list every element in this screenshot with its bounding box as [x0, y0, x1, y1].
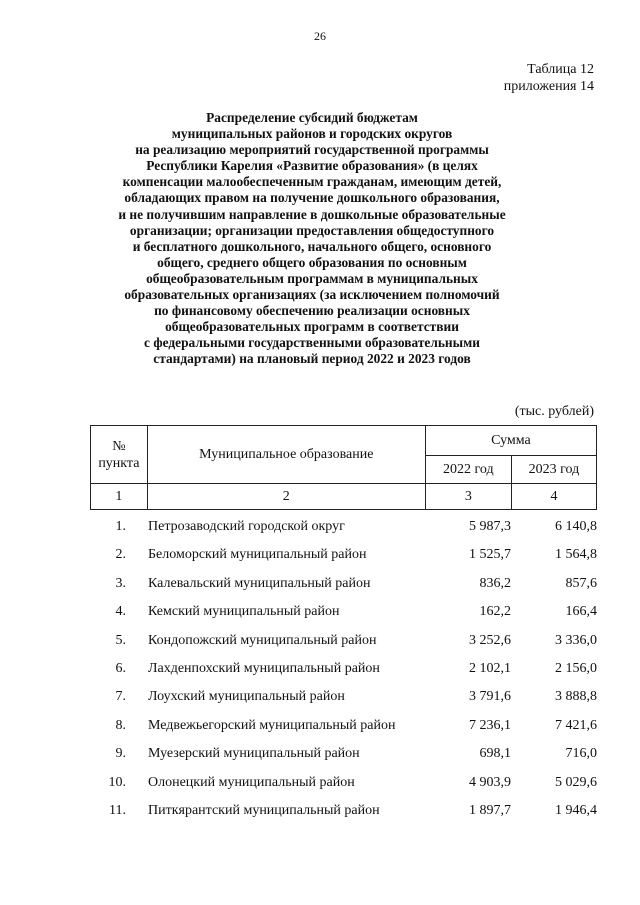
row-value-2023: 166,4	[565, 604, 597, 620]
row-value-2023: 716,0	[565, 746, 597, 762]
row-value-2022: 4 903,9	[469, 774, 511, 790]
header-year-2023: 2023 год	[511, 456, 596, 484]
header-num	[91, 426, 148, 484]
row-municipality: Калевальский муниципальный район	[148, 575, 371, 591]
table-row	[90, 769, 597, 797]
table-body	[90, 513, 597, 825]
row-number: 6.	[115, 660, 126, 676]
row-value-2022: 5 987,3	[469, 519, 511, 534]
row-value-2023: 1 564,8	[555, 547, 597, 563]
column-number: 2	[147, 484, 425, 510]
row-value-2022: 698,1	[479, 746, 511, 762]
title-line: образовательных организациях (за исключением полномочий	[124, 287, 500, 303]
table-row	[90, 513, 597, 541]
title-line: общеобразовательным программам в муниципальных	[146, 270, 478, 286]
table-row	[90, 541, 597, 569]
title-line: с федеральными государственными образовательными	[144, 335, 480, 351]
row-number: 10.	[108, 774, 126, 790]
header-num-line: №	[112, 438, 126, 454]
row-municipality: Лоухский муниципальный район	[148, 689, 345, 705]
column-number: 4	[511, 484, 596, 510]
header-sum: Сумма	[425, 426, 596, 456]
row-value-2022: 836,2	[479, 575, 511, 591]
row-municipality: Беломорский муниципальный район	[148, 547, 367, 563]
row-value-2023: 2 156,0	[555, 660, 597, 676]
page-number: 26	[314, 29, 326, 43]
row-municipality: Петрозаводский городской округ	[148, 519, 345, 534]
row-value-2022: 3 791,6	[469, 689, 511, 705]
title-line: компенсации малообеспеченным гражданам, имеющим детей,	[122, 174, 502, 190]
title-line: и не получившим направление в дошкольные образовательные	[118, 206, 506, 222]
row-value-2022: 3 252,6	[469, 632, 511, 648]
row-number: 4.	[115, 604, 126, 620]
row-municipality: Муезерский муниципальный район	[148, 746, 360, 762]
table-header	[90, 425, 597, 510]
table-row	[90, 598, 597, 626]
row-municipality: Кемский муниципальный район	[148, 604, 340, 620]
table-row	[90, 683, 597, 711]
row-value-2023: 3 888,8	[555, 689, 597, 705]
row-value-2022: 162,2	[479, 604, 511, 620]
row-number: 11.	[109, 802, 126, 818]
title-line: общего, среднего общего образования по основным	[157, 254, 467, 270]
row-number: 3.	[115, 575, 126, 591]
table-reference-line: приложения 14	[503, 79, 594, 94]
row-number: 9.	[115, 746, 126, 762]
row-value-2022: 1 897,7	[469, 802, 511, 818]
document-title	[70, 110, 554, 368]
title-line: обладающих правом на получение дошкольного образования,	[124, 190, 500, 206]
table-reference-line: Таблица 12	[527, 62, 594, 77]
row-number: 5.	[115, 632, 126, 648]
column-number: 1	[91, 484, 148, 510]
title-line: Республики Карелия «Развитие образования» (в целях	[146, 158, 478, 174]
row-value-2023: 7 421,6	[555, 717, 597, 733]
row-number: 7.	[115, 689, 126, 705]
row-value-2023: 857,6	[565, 575, 597, 591]
column-number: 3	[425, 484, 511, 510]
title-line: общеобразовательных программ в соответствии	[165, 319, 459, 335]
table-row	[90, 570, 597, 598]
title-line: Распределение субсидий бюджетам	[206, 110, 418, 125]
units-label: (тыс. рублей)	[514, 404, 594, 419]
table-reference	[504, 61, 594, 95]
header-num-line: пункта	[98, 455, 140, 471]
table-row	[90, 797, 597, 825]
title-line: стандартами) на плановый период 2022 и 2023 годов	[153, 351, 471, 367]
row-number: 1.	[115, 519, 126, 534]
row-value-2022: 7 236,1	[469, 717, 511, 733]
table-row	[90, 712, 597, 740]
header-year-2022: 2022 год	[425, 456, 511, 484]
row-value-2022: 2 102,1	[469, 660, 511, 676]
row-municipality: Кондопожский муниципальный район	[148, 632, 377, 648]
row-municipality: Питкярантский муниципальный район	[148, 802, 380, 818]
title-line: на реализацию мероприятий государственной программы	[135, 142, 489, 158]
table-row	[90, 627, 597, 655]
row-value-2023: 5 029,6	[555, 774, 597, 790]
title-line: муниципальных районов и городских округов	[171, 126, 453, 142]
table-row	[90, 655, 597, 683]
title-line: и бесплатного дошкольного, начального общего, основного	[132, 238, 492, 254]
row-value-2023: 6 140,8	[555, 519, 597, 534]
title-line: организации; организации предоставления общедоступного	[129, 222, 495, 238]
row-number: 8.	[115, 717, 126, 733]
table-row	[90, 740, 597, 768]
title-line: по финансовому обеспечению реализации основных	[154, 303, 470, 319]
row-number: 2.	[115, 547, 126, 563]
row-municipality: Медвежьегорский муниципальный район	[148, 717, 396, 733]
row-municipality: Лахденпохский муниципальный район	[148, 660, 380, 676]
row-value-2022: 1 525,7	[469, 547, 511, 563]
row-value-2023: 1 946,4	[555, 802, 597, 818]
row-value-2023: 3 336,0	[555, 632, 597, 648]
header-municipality: Муниципальное образование	[147, 426, 425, 484]
row-municipality: Олонецкий муниципальный район	[148, 774, 355, 790]
